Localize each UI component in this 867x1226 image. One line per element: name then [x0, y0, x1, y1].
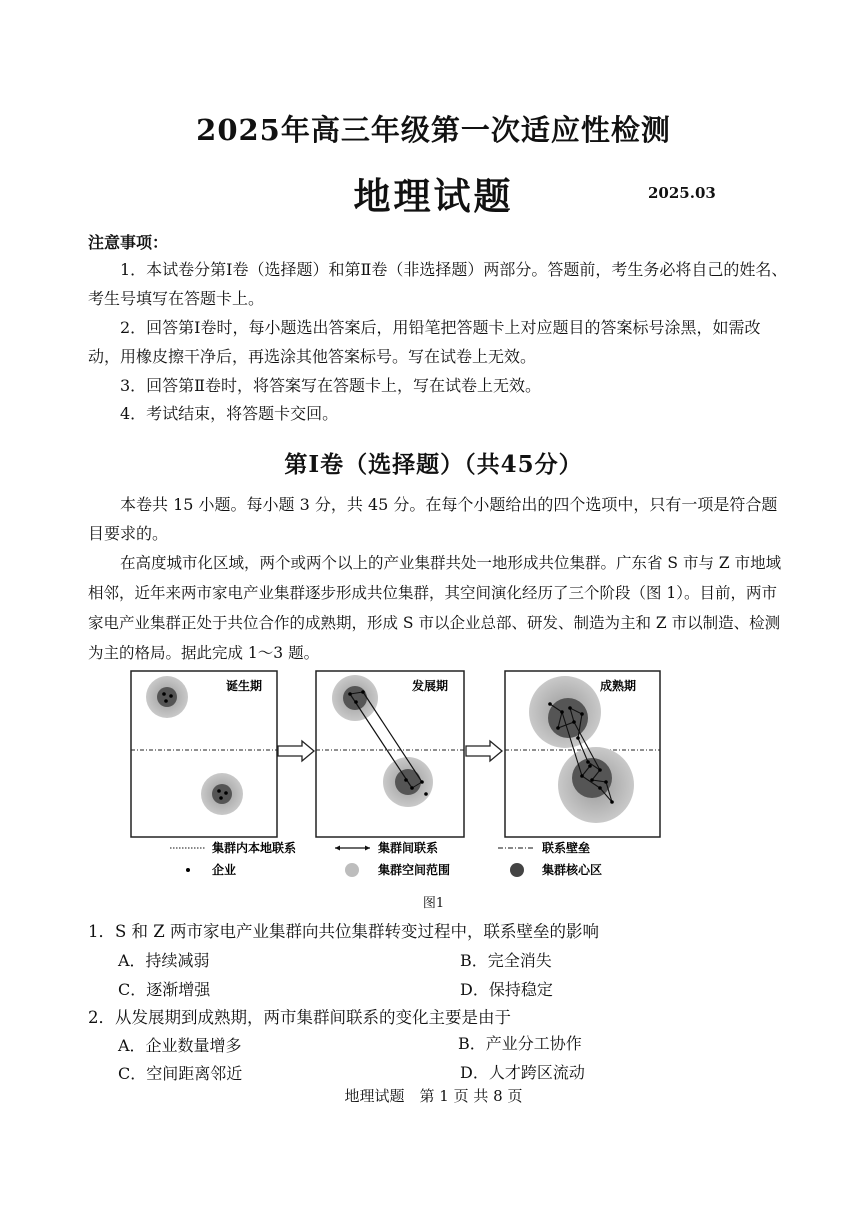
legend-inter-link: 集群间联系: [378, 841, 439, 855]
q1-option-d[interactable]: D．保持稳定: [460, 980, 553, 999]
legend-firm: 企业: [212, 863, 237, 877]
legend-core: 集群核心区: [542, 863, 603, 877]
legend-core-symbol: [510, 863, 524, 877]
exam-title: 2025年高三年级第一次适应性检测: [196, 113, 671, 147]
panel-label: 诞生期: [226, 679, 263, 693]
section-intro: 本卷共 15 小题。每小题 3 分，共 45 分。在每个小题给出的四个选项中，只有一项是符合题目要求的。: [88, 495, 778, 543]
panel-label: 发展期: [412, 679, 449, 693]
cluster-core: [157, 687, 177, 707]
legend-firm-symbol: [186, 868, 190, 872]
notes-heading: 注意事项：: [88, 233, 169, 252]
panel-development: [316, 671, 464, 837]
panel-birth: [131, 671, 277, 837]
cluster-core: [343, 686, 367, 710]
legend-range: 集群空间范围: [378, 863, 451, 877]
legend-barrier: 联系壁垒: [542, 841, 591, 855]
stage-arrow: [466, 741, 502, 761]
note-item-4: 4．考试结束，将答题卡交回。: [120, 404, 339, 423]
stage-arrow: [278, 741, 314, 761]
note-item-3: 3．回答第Ⅱ卷时，将答案写在答题卡上，写在试卷上无效。: [120, 376, 542, 395]
subject-title: 地理试题: [353, 174, 514, 218]
note-item-1: 1．本试卷分第Ⅰ卷（选择题）和第Ⅱ卷（非选择题）两部分。答题前，考生务必将自己的姓名、考生号填写在答题卡上。: [88, 260, 788, 308]
q2-option-d[interactable]: D．人才跨区流动: [460, 1063, 585, 1082]
q2-option-b[interactable]: B．产业分工协作: [458, 1034, 582, 1053]
section-title: 第Ⅰ卷（选择题）（共45分）: [284, 451, 583, 478]
panel-maturity: [505, 671, 660, 837]
figure-caption: 图1: [422, 896, 445, 911]
figure-1: [130, 670, 690, 885]
q2-option-c[interactable]: C．空间距离邻近: [118, 1064, 243, 1083]
panel-label: 成熟期: [600, 679, 637, 693]
q1-option-b[interactable]: B．完全消失: [460, 951, 552, 970]
page-footer: 地理试题 第 1 页 共 8 页: [344, 1087, 523, 1105]
passage-text: 在高度城市化区域，两个或两个以上的产业集群共处一地形成共位集群。广东省 S 市与 Z 市地域相邻，近年来两市家电产业集群逐步形成共位集群，其空间演化经历了三个阶段（图 1）。目前，两市家电产业集群正处于共位合作的成熟期，形成 S 市以企业总部、研发、制造为主和 Z 市以制造、检测为主的格局。据此完成 1～3 题。: [88, 554, 782, 662]
legend-local-link: 集群内本地联系: [212, 841, 297, 855]
question-2-stem: 2．从发展期到成熟期，两市集群间联系的变化主要是由于: [88, 1008, 511, 1027]
question-1-stem: 1．S 和 Z 两市家电产业集群向共位集群转变过程中，联系壁垒的影响: [88, 922, 600, 941]
cluster-core: [212, 784, 232, 804]
note-item-2: 2．回答第Ⅰ卷时，每小题选出答案后，用铅笔把答题卡上对应题目的答案标号涂黑，如需改动，用橡皮擦干净后，再选涂其他答案标号。写在试卷上无效。: [88, 318, 761, 366]
q2-option-a[interactable]: A．企业数量增多: [118, 1036, 242, 1055]
exam-date: 2025.03: [648, 184, 716, 202]
q1-option-a[interactable]: A．持续减弱: [118, 951, 210, 970]
q1-option-c[interactable]: C．逐渐增强: [118, 980, 211, 999]
legend-range-symbol: [345, 863, 359, 877]
